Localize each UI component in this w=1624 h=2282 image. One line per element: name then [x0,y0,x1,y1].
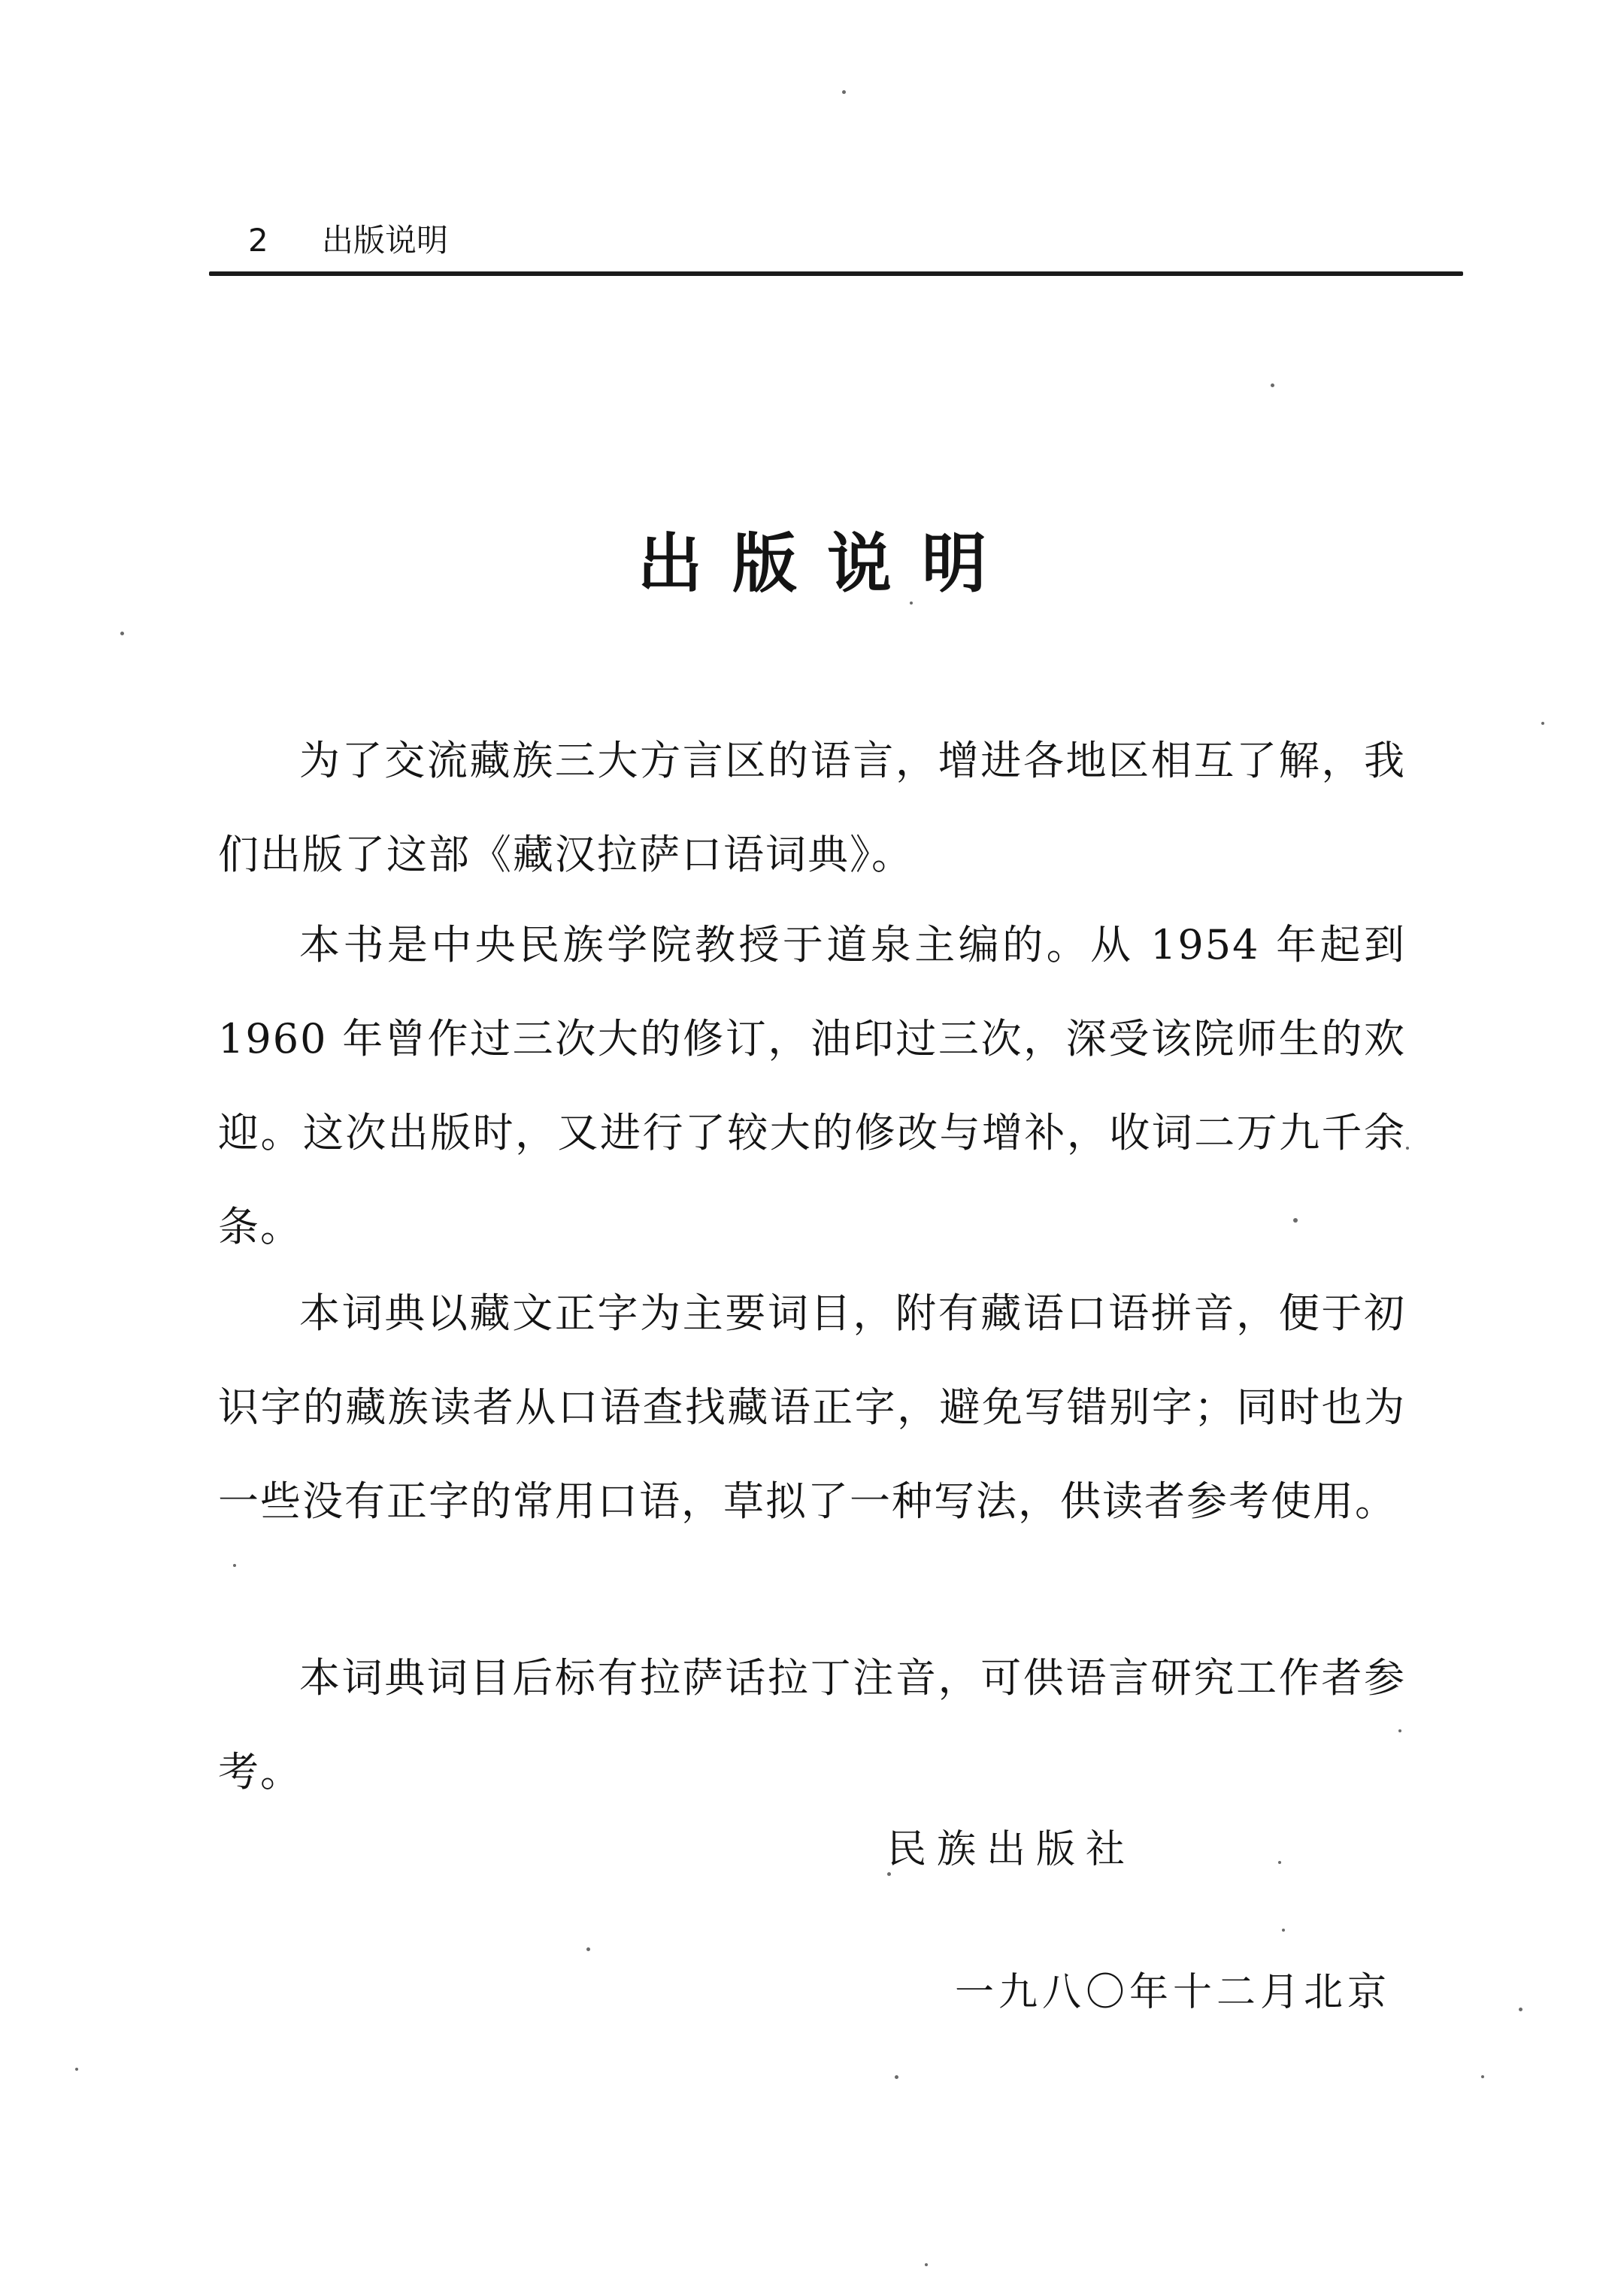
page-title: 出版说明 [638,526,1017,602]
scan-speck [75,2068,78,2071]
scan-speck [1541,722,1544,725]
scan-speck [1481,2075,1484,2078]
scan-speck [925,2263,928,2266]
header-rule [209,271,1463,276]
running-header [248,218,448,263]
scan-speck [910,602,913,605]
scan-speck [1293,1218,1298,1223]
paragraph-2: 本书是中央民族学院教授于道泉主编的。从 1954 年起到 1960 年曾作过三次大的修订，油印过三次，深受该院师生的欢迎。这次出版时，又进行了较大的修改与增补，收词二万九千余条。 [218,921,1406,1250]
date-place-signature: 一九八〇年十二月北京 [955,1970,1392,2015]
scan-speck [120,632,124,635]
paragraph-1: 为了交流藏族三大方言区的语言，增进各地区相互了解，我们出版了这部《藏汉拉萨口语词典》。 [218,737,1406,878]
scan-speck [1271,383,1274,387]
paragraph-3: 本词典以藏文正字为主要词目，附有藏语口语拼音，便于初识字的藏族读者从口语查找藏语正字，避免写错别字；同时也为一些没有正字的常用口语，草拟了一种写法，供读者参考使用。 [218,1289,1406,1525]
scan-speck [1519,2008,1522,2011]
scan-speck [233,1564,236,1567]
scan-speck [1278,1861,1281,1864]
scan-speck [1398,1729,1401,1732]
scan-speck [842,90,846,94]
scan-speck [895,2075,898,2079]
scan-speck [586,1947,590,1951]
scan-speck [1282,1929,1285,1932]
scan-speck [1406,1147,1409,1150]
paragraph-4: 本词典词目后标有拉萨话拉丁注音，可供语言研究工作者参考。 [218,1654,1406,1796]
scan-speck [887,1872,891,1876]
page-number: 2 [248,222,268,259]
publisher-signature: 民族出版社 [887,1827,1136,1872]
running-header-title: 出版说明 [322,222,449,259]
